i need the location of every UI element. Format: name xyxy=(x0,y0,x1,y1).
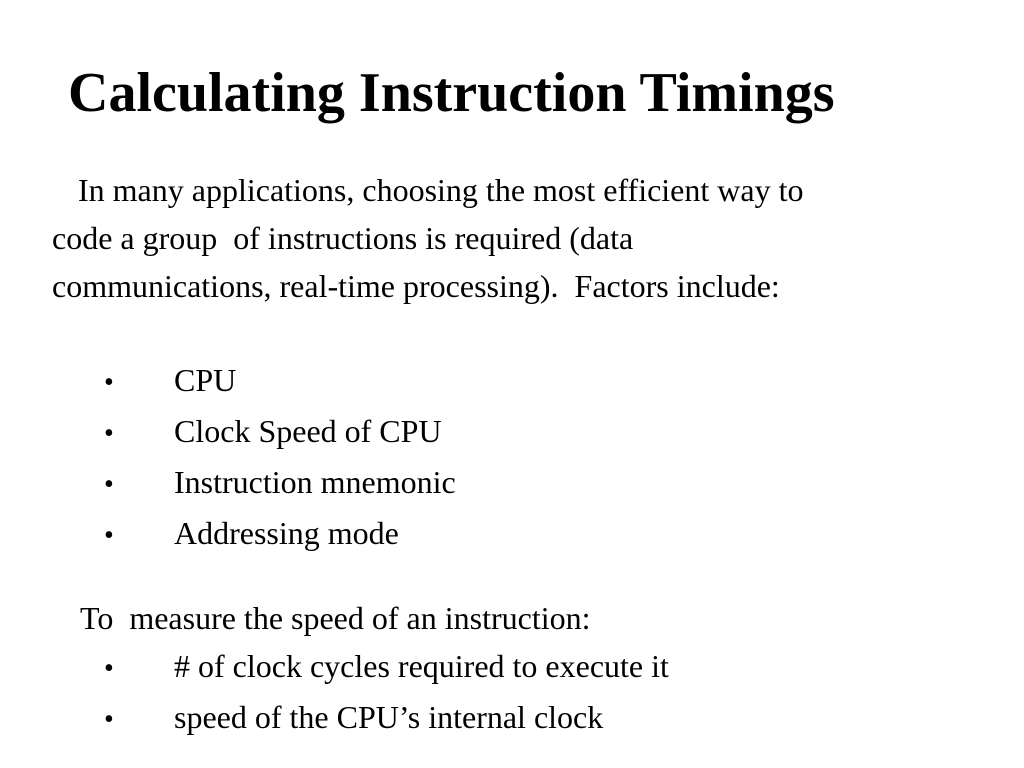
bullet-icon: • xyxy=(104,653,114,684)
list-item xyxy=(100,642,669,693)
list-item xyxy=(100,509,456,560)
bullet-icon: • xyxy=(104,469,114,500)
factors-list xyxy=(100,356,456,560)
bullet-icon: • xyxy=(104,520,114,551)
intro-line: In many applications, choosing the most efficient way to xyxy=(78,172,804,208)
intro-paragraph xyxy=(52,166,1002,310)
list-item xyxy=(100,458,456,509)
measure-item-text: speed of the CPU’s internal clock xyxy=(174,699,604,735)
list-item xyxy=(100,356,456,407)
factor-text: Clock Speed of CPU xyxy=(174,413,442,449)
factor-text: Instruction mnemonic xyxy=(174,464,456,500)
intro-line: communications, real-time processing). Factors include: xyxy=(52,268,780,304)
bullet-icon: • xyxy=(104,418,114,449)
measure-item-text: # of clock cycles required to execute it xyxy=(174,648,669,684)
list-item xyxy=(100,407,456,458)
bullet-icon: • xyxy=(104,367,114,398)
factor-text: Addressing mode xyxy=(174,515,399,551)
factor-text: CPU xyxy=(174,362,237,398)
measure-heading: To measure the speed of an instruction: xyxy=(80,600,591,636)
bullet-icon: • xyxy=(104,704,114,735)
list-item xyxy=(100,693,669,744)
slide-title: Calculating Instruction Timings xyxy=(68,62,835,124)
measure-list xyxy=(100,642,669,744)
intro-line: code a group of instructions is required (data xyxy=(52,220,634,256)
